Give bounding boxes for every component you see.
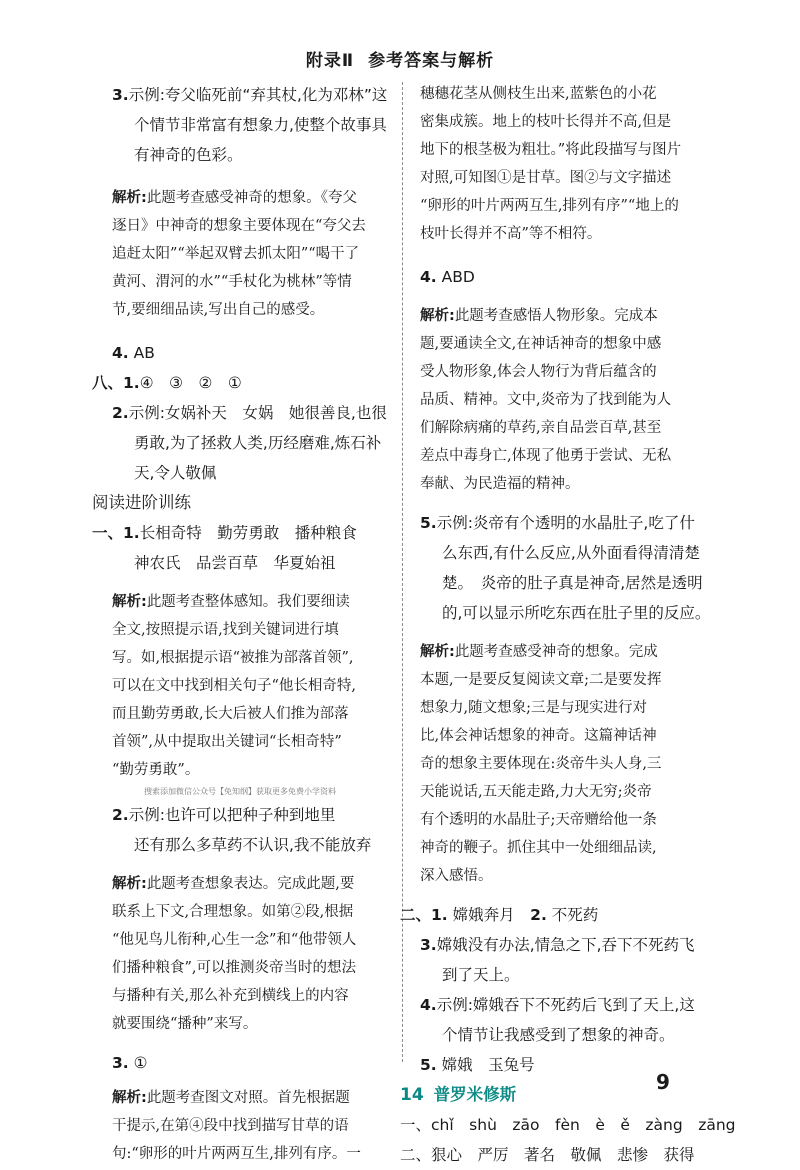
section-8-answer-1: 八、1.④ ③ ② ① — [92, 374, 242, 392]
answer-number: 3. — [112, 86, 129, 104]
answer-4-right: 4. ABD — [420, 268, 475, 286]
analysis-3 — [112, 184, 384, 324]
chapter-title — [400, 1080, 688, 1110]
analysis-s1-2: 解析:此题考查想象表达。完成此题,要 联系上下文,合理想象。如第②段,根据 “他见鸟儿衔种,心生一念”和“他带领人 们播种粮食”,可以推测炎帝当时的想法 与播种有关,那么补充到横线上的内容 就要围绕“播种”来写。 — [112, 876, 357, 1032]
section-1-answer-1: 一、1.长相奇特 勤劳勇敢 播种粮食 神农氏 品尝百草 华夏始祖 — [92, 524, 357, 572]
analysis-line: 此题考查感受神奇的想象。《夸父 — [146, 190, 358, 206]
section-2-answer-3: 3.嫦娥没有办法,情急之下,吞下不死药飞 到了天上。 — [420, 936, 695, 984]
analysis-line: 黄河、渭河的水”“手杖化为桃林”等情 — [112, 274, 352, 290]
left-column — [92, 80, 388, 1168]
analysis-label: 解析: — [112, 190, 147, 206]
analysis-5-right: 解析:此题考查感受神奇的想象。完成 本题,一是要反复阅读文章;二是要发挥 想象力,随文想象;三是与现实进行对 比,体会神话想象的神奇。这篇神话神 奇的想象主要体现在:炎帝牛头人身,三 天能说话,五天能走路,力大无穷;炎帝 有个透明的水晶肚子;天帝赠给他一条 神奇的鞭子。抓住其中一处细细品读, 深入感悟。 — [420, 644, 662, 884]
answer-line: 个情节非常富有想象力,使整个故事具 — [134, 116, 387, 134]
answer-line: 示例:夸父临死前“弃其杖,化为邓林”这 — [128, 86, 388, 104]
answer-5-right: 5.示例:炎帝有个透明的水晶肚子,吃了什 么东西,有什么反应,从外面看得清清楚 楚。 炎帝的肚子真是神奇,居然是透明 的,可以显示所吃东西在肚子里的反应。 — [420, 514, 711, 622]
subsection-title: 阅读进阶训练 — [92, 493, 191, 512]
answer-line: 有神奇的色彩。 — [134, 146, 243, 164]
analysis-line: 节,要细细品读,写出自己的感受。 — [112, 302, 325, 318]
analysis-line: 追赶太阳”“举起双臂去抓太阳”“喝干了 — [112, 246, 360, 262]
chapter-name: 普罗米修斯 — [433, 1085, 517, 1104]
section-2-answer-4: 4.示例:嫦娥吞下不死药后飞到了天上,这 个情节让我感受到了想象的神奇。 — [420, 996, 695, 1044]
header-title: 参考答案与解析 — [368, 51, 495, 71]
chapter-number: 14 — [400, 1085, 424, 1105]
pinyin-answers: 一、chǐ shù zāo fèn è ě zàng zāng — [400, 1116, 736, 1134]
section-1-answer-3: 3. ① — [112, 1054, 148, 1072]
analysis-s1-3: 解析:此题考查图文对照。首先根据题 干提示,在第④段中找到描写甘草的语 句:“卵形的叶片两两互生,排列有序。一 — [112, 1090, 361, 1162]
analysis-s1-1: 解析:此题考查整体感知。我们要细读 全文,按照提示语,找到关键词进行填 写。如,根据提示语“被推为部落首领”, 可以在文中找到相关句子“他长相奇特, 而且勤劳勇敢,长大后被人们推为部落 首领”,从中提取出关键词“长相奇特” “勤劳勇敢”。 — [112, 594, 357, 778]
answer-4: 4. AB — [112, 344, 155, 362]
section-1-answer-2: 2.示例:也许可以把种子种到地里 还有那么多草药不认识,我不能放弃 — [112, 806, 372, 854]
section-2-answer-5: 5. 嫦娥 玉兔号 — [420, 1056, 535, 1074]
section-2-answers-1-2: 二、1. 嫦娥奔月 2. 不死药 — [400, 906, 599, 924]
page-number: 9 — [656, 1070, 670, 1094]
watermark-text: 搜索添加微信公众号【免知纲】获取更多免费小学资料 — [144, 787, 336, 796]
appendix-label: 附录Ⅱ — [305, 51, 355, 71]
page-header — [0, 46, 800, 71]
right-column — [400, 80, 736, 1170]
answer-3 — [112, 80, 388, 170]
analysis-line: 逐日》中神奇的想象主要体现在“夸父去 — [112, 218, 366, 234]
word-answers: 二、狠心 严厉 著名 敬佩 悲惨 获得 — [400, 1146, 695, 1164]
analysis-continuation: 穗穗花茎从侧枝生出来,蓝紫色的小花 密集成簇。地上的枝叶长得并不高,但是 地下的根茎极为粗壮。”将此段描写与图片 对照,可知图①是甘草。图②与文字描述 “卵形的叶片两两互生,排列有序”“地上的 枝叶长得并不高”等不相符。 — [420, 86, 682, 242]
analysis-4-right: 解析:此题考查感悟人物形象。完成本 题,要通读全文,在神话神奇的想象中感 受人物形象,体会人物行为背后蕴含的 品质、精神。文中,炎帝为了找到能为人 们解除病痛的草药,亲自品尝百草,甚至 差点中毒身亡,体现了他勇于尝试、无私 奉献、为民造福的精神。 — [420, 308, 672, 492]
section-8-answer-2: 2.示例:女娲补天 女娲 她很善良,也很 勇敢,为了拯救人类,历经磨难,炼石补 天,令人敬佩 — [112, 404, 387, 482]
